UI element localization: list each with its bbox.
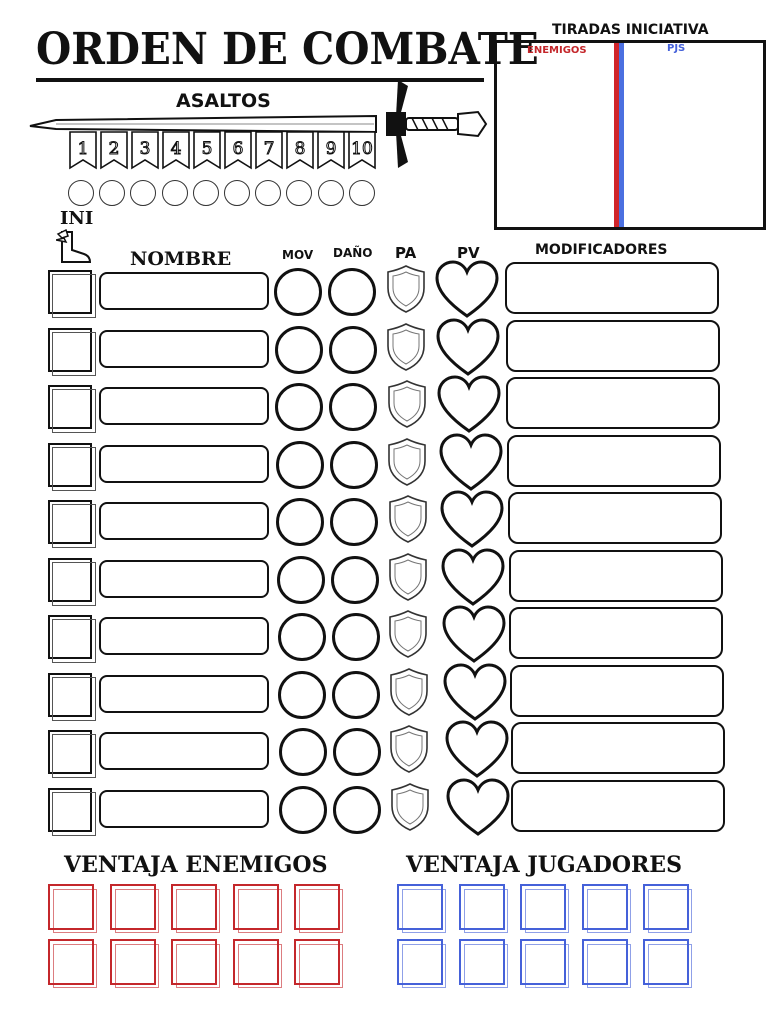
heart-icon[interactable] xyxy=(438,433,504,497)
round-check-circle[interactable] xyxy=(162,180,188,206)
col-pv: PV xyxy=(457,244,480,262)
round-number: 7 xyxy=(263,139,275,159)
modifiers-field[interactable] xyxy=(511,780,725,832)
damage-circle[interactable] xyxy=(328,268,376,316)
modifiers-field[interactable] xyxy=(505,262,719,314)
player-advantage-box[interactable] xyxy=(582,939,628,985)
heart-icon[interactable] xyxy=(440,548,506,612)
movement-circle[interactable] xyxy=(279,786,327,834)
heart-icon[interactable] xyxy=(435,318,501,382)
enemy-advantage-box[interactable] xyxy=(233,884,279,930)
heart-icon[interactable] xyxy=(442,663,508,727)
heart-icon[interactable] xyxy=(444,720,510,784)
round-check-circle[interactable] xyxy=(349,180,375,206)
damage-circle[interactable] xyxy=(332,671,380,719)
round-check-circle[interactable] xyxy=(193,180,219,206)
enemy-advantage-box[interactable] xyxy=(48,939,94,985)
players-label: PJS xyxy=(667,43,686,54)
enemy-advantage-box[interactable] xyxy=(294,884,340,930)
round-check-circle[interactable] xyxy=(255,180,281,206)
movement-circle[interactable] xyxy=(276,441,324,489)
player-advantage-box[interactable] xyxy=(397,884,443,930)
player-advantage-box[interactable] xyxy=(520,939,566,985)
enemies-advantage-label: VENTAJA ENEMIGOS xyxy=(64,852,328,878)
initiative-slot[interactable] xyxy=(48,615,92,659)
modifiers-field[interactable] xyxy=(507,435,721,487)
movement-circle[interactable] xyxy=(275,326,323,374)
enemy-advantage-box[interactable] xyxy=(171,884,217,930)
modifiers-field[interactable] xyxy=(506,377,720,429)
player-advantage-box[interactable] xyxy=(459,939,505,985)
initiative-slot[interactable] xyxy=(48,443,92,487)
initiative-box[interactable] xyxy=(494,40,766,230)
initiative-slot[interactable] xyxy=(48,500,92,544)
round-number: 10 xyxy=(351,139,373,159)
damage-circle[interactable] xyxy=(333,786,381,834)
round-check-circle[interactable] xyxy=(130,180,156,206)
initiative-slot[interactable] xyxy=(48,730,92,774)
damage-circle[interactable] xyxy=(329,326,377,374)
initiative-slot[interactable] xyxy=(48,673,92,717)
shield-icon[interactable] xyxy=(385,724,433,778)
movement-circle[interactable] xyxy=(278,613,326,661)
name-field[interactable] xyxy=(99,790,269,828)
round-check-circle[interactable] xyxy=(318,180,344,206)
winged-boot-icon xyxy=(56,228,96,264)
shield-icon[interactable] xyxy=(386,782,434,836)
initiative-slot[interactable] xyxy=(48,270,92,314)
player-advantage-box[interactable] xyxy=(459,884,505,930)
round-number: 9 xyxy=(325,139,337,159)
shield-icon[interactable] xyxy=(384,552,432,606)
round-number: 8 xyxy=(294,139,306,159)
initiative-slot[interactable] xyxy=(48,558,92,602)
damage-circle[interactable] xyxy=(333,728,381,776)
initiative-slot[interactable] xyxy=(48,328,92,372)
name-field[interactable] xyxy=(99,675,269,713)
damage-circle[interactable] xyxy=(330,498,378,546)
damage-circle[interactable] xyxy=(329,383,377,431)
enemy-advantage-box[interactable] xyxy=(110,884,156,930)
name-field[interactable] xyxy=(99,272,269,310)
col-mov: MOV xyxy=(282,248,314,262)
player-advantage-box[interactable] xyxy=(643,939,689,985)
name-field[interactable] xyxy=(99,502,269,540)
enemy-advantage-box[interactable] xyxy=(294,939,340,985)
modifiers-field[interactable] xyxy=(508,492,722,544)
name-field[interactable] xyxy=(99,330,269,368)
round-check-circle[interactable] xyxy=(99,180,125,206)
heart-icon[interactable] xyxy=(436,375,502,439)
shield-icon[interactable] xyxy=(382,322,430,376)
initiative-slot[interactable] xyxy=(48,788,92,832)
enemy-advantage-box[interactable] xyxy=(233,939,279,985)
heart-icon[interactable] xyxy=(434,260,500,324)
shield-icon[interactable] xyxy=(383,379,431,433)
name-field[interactable] xyxy=(99,617,269,655)
players-advantage-label: VENTAJA JUGADORES xyxy=(406,852,682,878)
movement-circle[interactable] xyxy=(278,671,326,719)
round-number: 1 xyxy=(77,139,89,159)
modifiers-field[interactable] xyxy=(510,665,724,717)
damage-circle[interactable] xyxy=(330,441,378,489)
round-check-circle[interactable] xyxy=(286,180,312,206)
round-number: 6 xyxy=(232,139,244,159)
col-name: NOMBRE xyxy=(130,248,232,270)
col-damage: DAÑO xyxy=(333,246,373,260)
movement-circle[interactable] xyxy=(275,383,323,431)
name-field[interactable] xyxy=(99,732,269,770)
name-field[interactable] xyxy=(99,560,269,598)
col-modifiers: MODIFICADORES xyxy=(535,242,668,258)
round-number: 2 xyxy=(108,139,120,159)
page-title: ORDEN DE COMBATE xyxy=(36,24,539,75)
heart-icon[interactable] xyxy=(441,605,507,669)
shield-icon[interactable] xyxy=(382,264,430,318)
name-field[interactable] xyxy=(99,387,269,425)
round-check-circle[interactable] xyxy=(224,180,250,206)
player-advantage-box[interactable] xyxy=(582,884,628,930)
heart-icon[interactable] xyxy=(445,778,511,842)
enemy-advantage-box[interactable] xyxy=(110,939,156,985)
movement-circle[interactable] xyxy=(274,268,322,316)
shield-icon[interactable] xyxy=(384,494,432,548)
enemies-label: ENEMIGOS xyxy=(527,45,587,56)
movement-circle[interactable] xyxy=(279,728,327,776)
shield-icon[interactable] xyxy=(385,667,433,721)
heart-icon[interactable] xyxy=(439,490,505,554)
round-number: 3 xyxy=(139,139,151,159)
rounds-label: ASALTOS xyxy=(176,90,271,112)
col-ini: INI xyxy=(60,208,94,229)
initiative-title: TIRADAS INICIATIVA xyxy=(552,22,709,38)
modifiers-field[interactable] xyxy=(511,722,725,774)
player-advantage-box[interactable] xyxy=(397,939,443,985)
damage-circle[interactable] xyxy=(331,556,379,604)
shield-icon[interactable] xyxy=(384,609,432,663)
movement-circle[interactable] xyxy=(277,556,325,604)
enemy-advantage-box[interactable] xyxy=(171,939,217,985)
player-advantage-box[interactable] xyxy=(520,884,566,930)
shield-icon[interactable] xyxy=(383,437,431,491)
modifiers-field[interactable] xyxy=(509,607,723,659)
round-number: 4 xyxy=(170,139,182,159)
enemy-advantage-box[interactable] xyxy=(48,884,94,930)
player-advantage-box[interactable] xyxy=(643,884,689,930)
damage-circle[interactable] xyxy=(332,613,380,661)
initiative-slot[interactable] xyxy=(48,385,92,429)
divider-blue xyxy=(619,43,624,227)
name-field[interactable] xyxy=(99,445,269,483)
sword-icon xyxy=(26,76,490,172)
modifiers-field[interactable] xyxy=(506,320,720,372)
movement-circle[interactable] xyxy=(276,498,324,546)
col-pa: PA xyxy=(395,244,417,262)
round-number: 5 xyxy=(201,139,213,159)
round-check-circle[interactable] xyxy=(68,180,94,206)
modifiers-field[interactable] xyxy=(509,550,723,602)
